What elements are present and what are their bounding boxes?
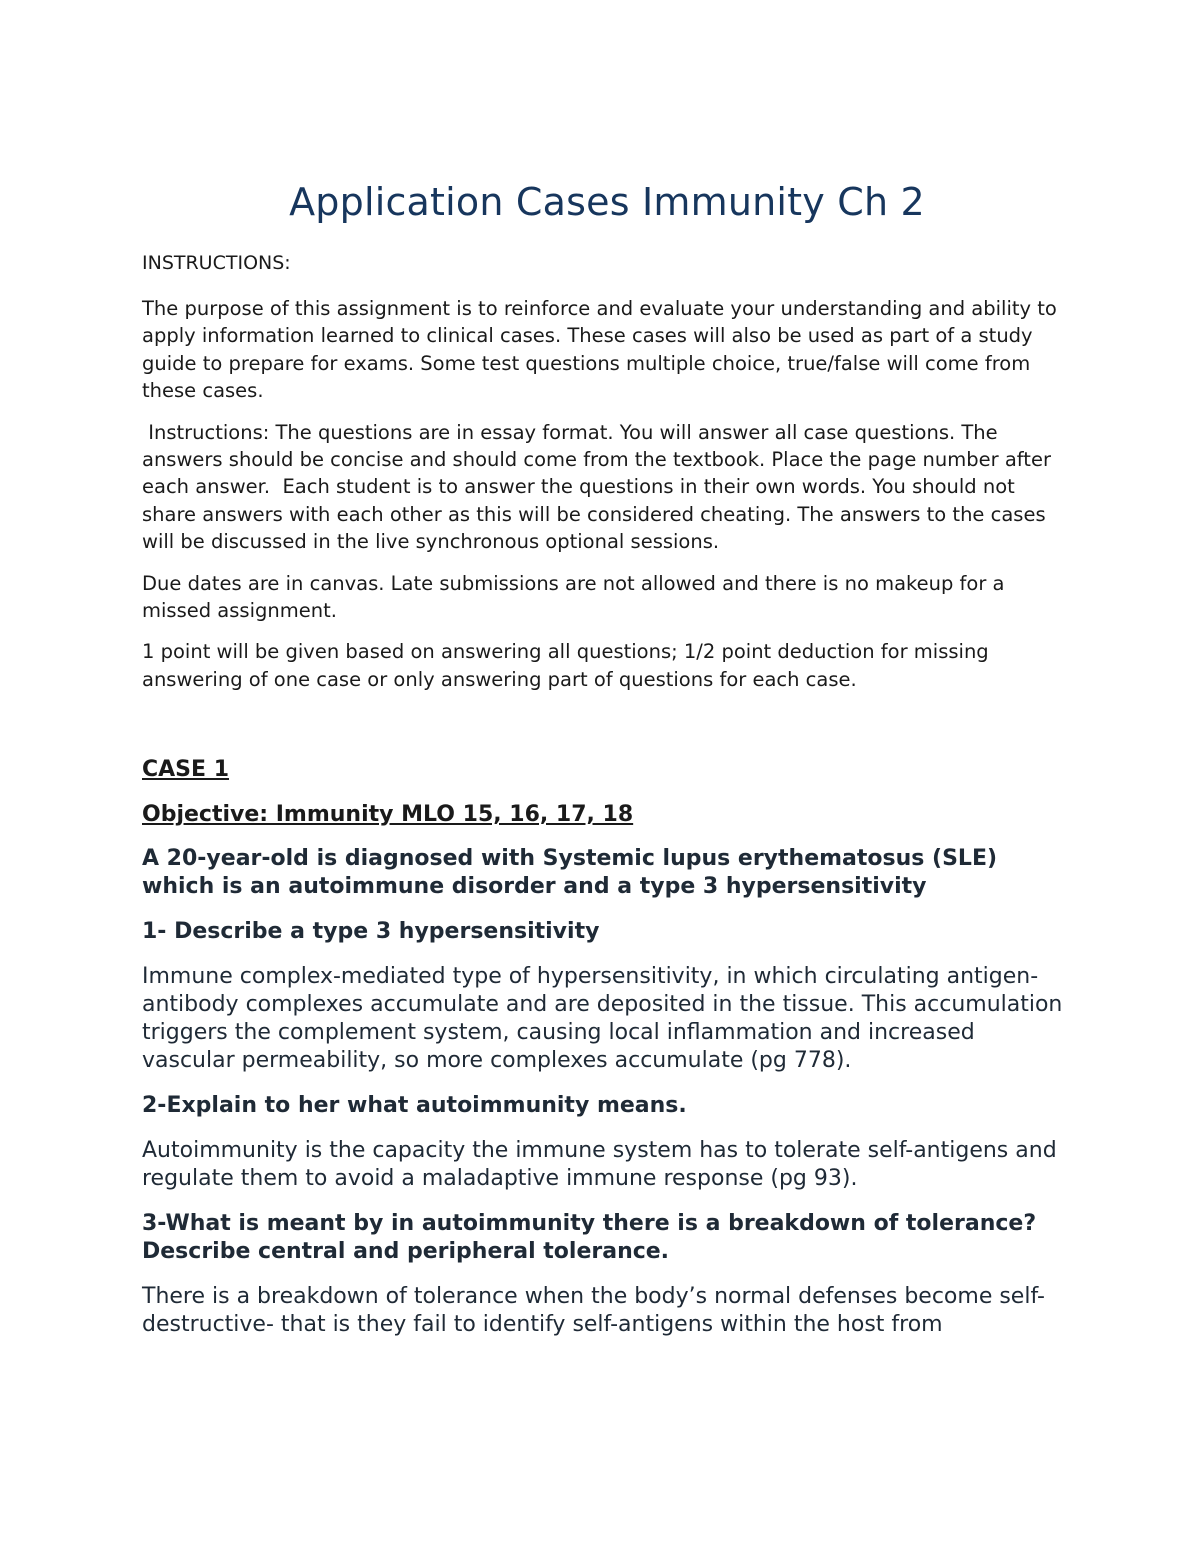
section-spacer [142, 707, 1072, 755]
document-body [142, 176, 1072, 1356]
question-2: 2-Explain to her what autoimmunity means. [142, 1093, 687, 1119]
answer-1: Immune complex-mediated type of hypersensitivity, in which circulating antigen-antibody complexes accumulate and are deposited in the tissue. This accumulation triggers the complement system, causing local inflammation and increased vascular permeability, so more complexes accumulate (pg 778). [142, 964, 1063, 1074]
instructions-label: INSTRUCTIONS: [142, 252, 291, 274]
case-scenario: A 20-year-old is diagnosed with Systemic lupus erythematosus (SLE) which is an autoimmune disorder and a type 3 hypersensitivity [142, 846, 998, 900]
purpose-paragraph: The purpose of this assignment is to reinforce and evaluate your understanding and ability to apply information learned to clinical cases. These cases will also be used as part of a study guide to prepare for exams. Some test questions multiple choice, true/false will come from these cases. [142, 297, 1057, 403]
case-heading: CASE 1 [142, 757, 230, 783]
question-3: 3-What is meant by in autoimmunity there is a breakdown of tolerance? Describe central and peripheral tolerance. [142, 1211, 1037, 1265]
question-1: 1- Describe a type 3 hypersensitivity [142, 919, 600, 945]
due-dates-paragraph: Due dates are in canvas. Late submissions are not allowed and there is no makeup for a missed assignment. [142, 571, 1005, 623]
grading-paragraph: 1 point will be given based on answering all questions; 1/2 point deduction for missing answering of one case or only answering part of questions for each case. [142, 640, 989, 691]
answer-3: There is a breakdown of tolerance when the body’s normal defenses become self-destructive- that is they fail to identify self-antigens within the host from [142, 1284, 1045, 1338]
case-objective: Objective: Immunity MLO 15, 16, 17, 18 [142, 802, 634, 828]
document-title: Application Cases Immunity Ch 2 [289, 180, 925, 224]
instructions-paragraph: Instructions: The questions are in essay format. You will answer all case questions. The answers should be concise and should come from the textbook. Place the page number after each answer. Each student is to answer the questions in their own words. You should not share answers with each other as this will be considered cheating. The answers to the cases will be discussed in the live synchronous optional sessions. [142, 420, 1058, 554]
answer-2: Autoimmunity is the capacity the immune system has to tolerate self-antigens and regulate them to avoid a maladaptive immune response (pg 93). [142, 1138, 1057, 1192]
